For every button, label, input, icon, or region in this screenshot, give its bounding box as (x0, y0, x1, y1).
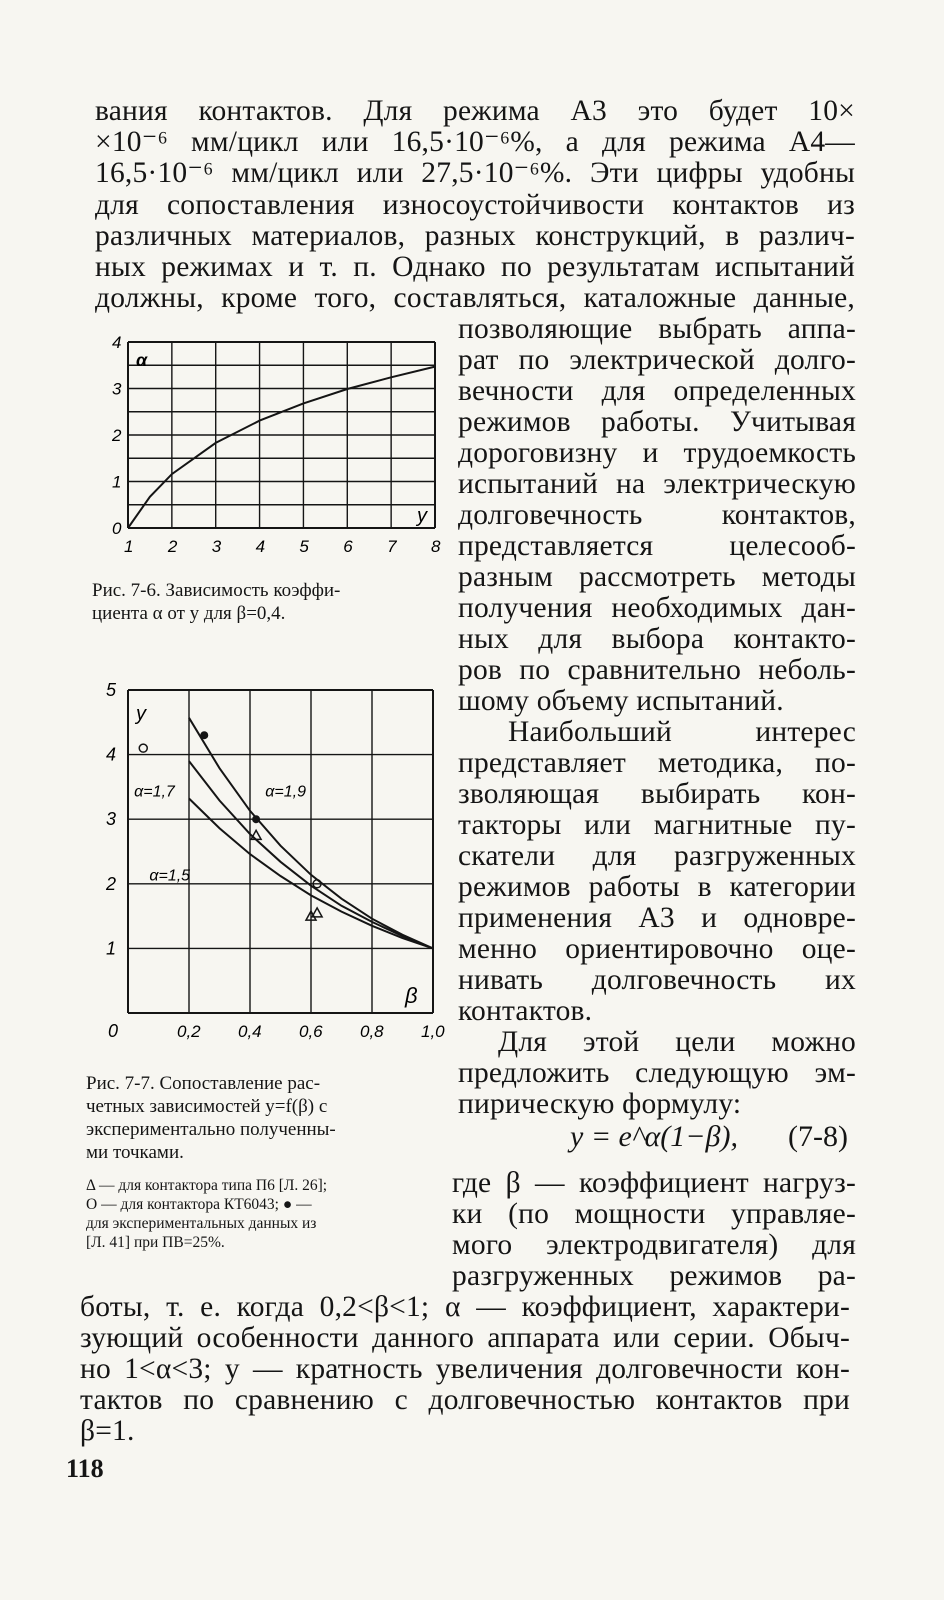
text-line: представляется целесооб- (458, 530, 856, 562)
text-line: тактов по сравнению с долговечностью контактов при (80, 1384, 850, 1416)
text-line: ×10⁻⁶ мм/цикл или 16,5·10⁻⁶%, а для режима А4— (95, 126, 855, 158)
fig6-x-tick-label: 7 (387, 537, 397, 556)
formula-number: (7-8) (788, 1120, 848, 1153)
text-line: разгруженных режимов ра- (452, 1260, 856, 1292)
text-line: получения необходимых дан- (458, 592, 856, 624)
text-line: вания контактов. Для режима А3 это будет 10× (95, 95, 855, 127)
fig7-y-tick-label: 1 (106, 938, 117, 959)
fig7-y-tick-label: 0 (108, 1021, 119, 1041)
fig7-x-tick-label: 0,4 (238, 1022, 262, 1041)
text-line: испытаний на электрическую (458, 468, 856, 500)
text-line: для сопоставления износоустойчивости контактов из (95, 189, 855, 221)
text-line: где β — коэффициент нагруз- (452, 1167, 856, 1199)
text-line: боты, т. е. когда 0,2<β<1; α — коэффициент, характери- (80, 1291, 850, 1323)
text-line: пирическую формулу: (458, 1088, 742, 1120)
text-line: шому объему испытаний. (458, 685, 784, 717)
figure-7-7-legend (86, 1176, 327, 1252)
legend-line: О — для контактора КТ6043; ● — (86, 1196, 312, 1213)
text-line: применения А3 и одновре- (458, 902, 856, 934)
text-line: менно ориентировочно оце- (458, 933, 856, 965)
caption-line: Рис. 7-7. Сопоставление рас- (86, 1073, 321, 1094)
text-line: дороговизну и трудоемкость (458, 437, 856, 469)
fig7-x-tick-label: 1,0 (421, 1022, 445, 1041)
text-line: 16,5·10⁻⁶ мм/цикл или 27,5·10⁻⁶%. Эти цифры удобны (95, 157, 855, 189)
text-line: Наибольший интерес (508, 716, 856, 748)
fig6-y-tick-label: 4 (112, 333, 122, 352)
text-line: режимов работы. Учитывая (458, 406, 856, 438)
fig7-curve-label: α=1,9 (265, 783, 306, 801)
fig6-x-tick-label: 5 (299, 537, 309, 556)
fig7-x-axis-label: β (405, 983, 418, 1008)
fig7-y-tick-label: 5 (106, 680, 117, 700)
fig7-curve-label: α=1,5 (149, 867, 191, 885)
fig6-x-tick-label: 6 (343, 537, 353, 556)
fig6-y-axis-label: α (136, 350, 148, 370)
caption-line: ми точками. (86, 1142, 184, 1163)
caption-line: экспериментально полученны- (86, 1119, 336, 1140)
fig6-series-line (128, 367, 435, 528)
fig6-x-axis-label: y (417, 505, 427, 527)
fig6-x-tick-label: 8 (431, 537, 441, 556)
figure-7-6-chart (90, 328, 450, 563)
text-line: рат по электрической долго- (458, 344, 856, 376)
figure-7-6-caption (92, 579, 340, 625)
legend-line: [Л. 41] при ПВ=25%. (86, 1234, 225, 1251)
fig6-x-tick-label: 1 (124, 537, 134, 556)
caption-line: четных зависимостей y=f(β) с (86, 1096, 328, 1117)
formula: y = e^α(1−β), (570, 1120, 738, 1153)
fig7-x-tick-label: 0,8 (360, 1022, 384, 1041)
fig6-y-tick-label: 2 (112, 426, 122, 445)
text-line: долговечность контактов, (458, 499, 856, 531)
fig7-x-tick-label: 0,6 (299, 1022, 323, 1041)
text-line: контактов. (458, 995, 593, 1027)
text-line: мого электродвигателя) для (452, 1229, 856, 1261)
text-line: режимов работы в категории (458, 871, 856, 903)
caption-line: Рис. 7-6. Зависимость коэффи- (92, 580, 341, 601)
fig7-data-point (252, 815, 260, 823)
fig7-y-tick-label: 2 (106, 873, 117, 894)
fig7-curve-label: α=1,7 (134, 783, 175, 801)
text-line: позволяющие выбрать аппа- (458, 313, 856, 345)
text-line: ров по сравнительно неболь- (458, 654, 856, 686)
fig7-y-axis-label: y (136, 703, 146, 725)
text-line: зующий особенности данного аппарата или серии. Обыч- (80, 1322, 850, 1354)
fig7-data-point (312, 908, 322, 917)
fig7-y-tick-label: 3 (106, 809, 117, 830)
fig6-x-tick-label: 4 (255, 537, 266, 556)
fig6-x-tick-label: 3 (211, 537, 222, 556)
text-line: зволяющая выбирать кон- (458, 778, 856, 810)
fig7-data-point (251, 830, 261, 839)
fig6-x-tick-label: 2 (167, 537, 178, 556)
text-line: предложить следующую эм- (458, 1057, 856, 1089)
text-line: ных режимах и т. п. Однако по результатам испытаний (95, 251, 855, 283)
fig7-y-tick-label: 4 (106, 744, 117, 765)
figure-7-7-caption (86, 1072, 336, 1164)
text-line: Для этой цели можно (498, 1026, 856, 1058)
text-line: нивать долговечность их (458, 964, 856, 996)
legend-line: Δ — для контактора типа П6 [Л. 26]; (86, 1177, 328, 1194)
fig6-y-tick-label: 1 (112, 472, 122, 492)
text-line: но 1<α<3; y — кратность увеличения долговечности кон- (80, 1353, 850, 1385)
text-line: β=1. (80, 1415, 135, 1447)
text-line: ки (по мощности управляе- (452, 1198, 856, 1230)
fig7-data-point (139, 744, 147, 752)
fig7-data-point (200, 731, 208, 739)
caption-line: циента α от y для β=0,4. (92, 603, 286, 624)
figure-7-7-chart (90, 678, 450, 1068)
text-line: различных материалов, разных конструкций, в различ- (95, 220, 855, 252)
text-line: разным рассмотреть методы (458, 561, 856, 593)
page-number: 118 (66, 1454, 104, 1483)
text-line: ных для выбора контакто- (458, 623, 856, 655)
legend-line: для экспериментальных данных из (86, 1215, 317, 1232)
text-line: вечности для определенных (458, 375, 856, 407)
text-line: должны, кроме того, составляться, каталожные данные, (95, 282, 855, 314)
text-line: такторы или магнитные пу- (458, 809, 856, 841)
fig7-x-tick-label: 0,2 (177, 1022, 201, 1041)
fig6-y-tick-label: 3 (112, 379, 122, 399)
text-line: представляет методика, по- (458, 747, 856, 779)
text-line: скатели для разгруженных (458, 840, 856, 872)
fig6-y-tick-label: 0 (112, 519, 122, 538)
